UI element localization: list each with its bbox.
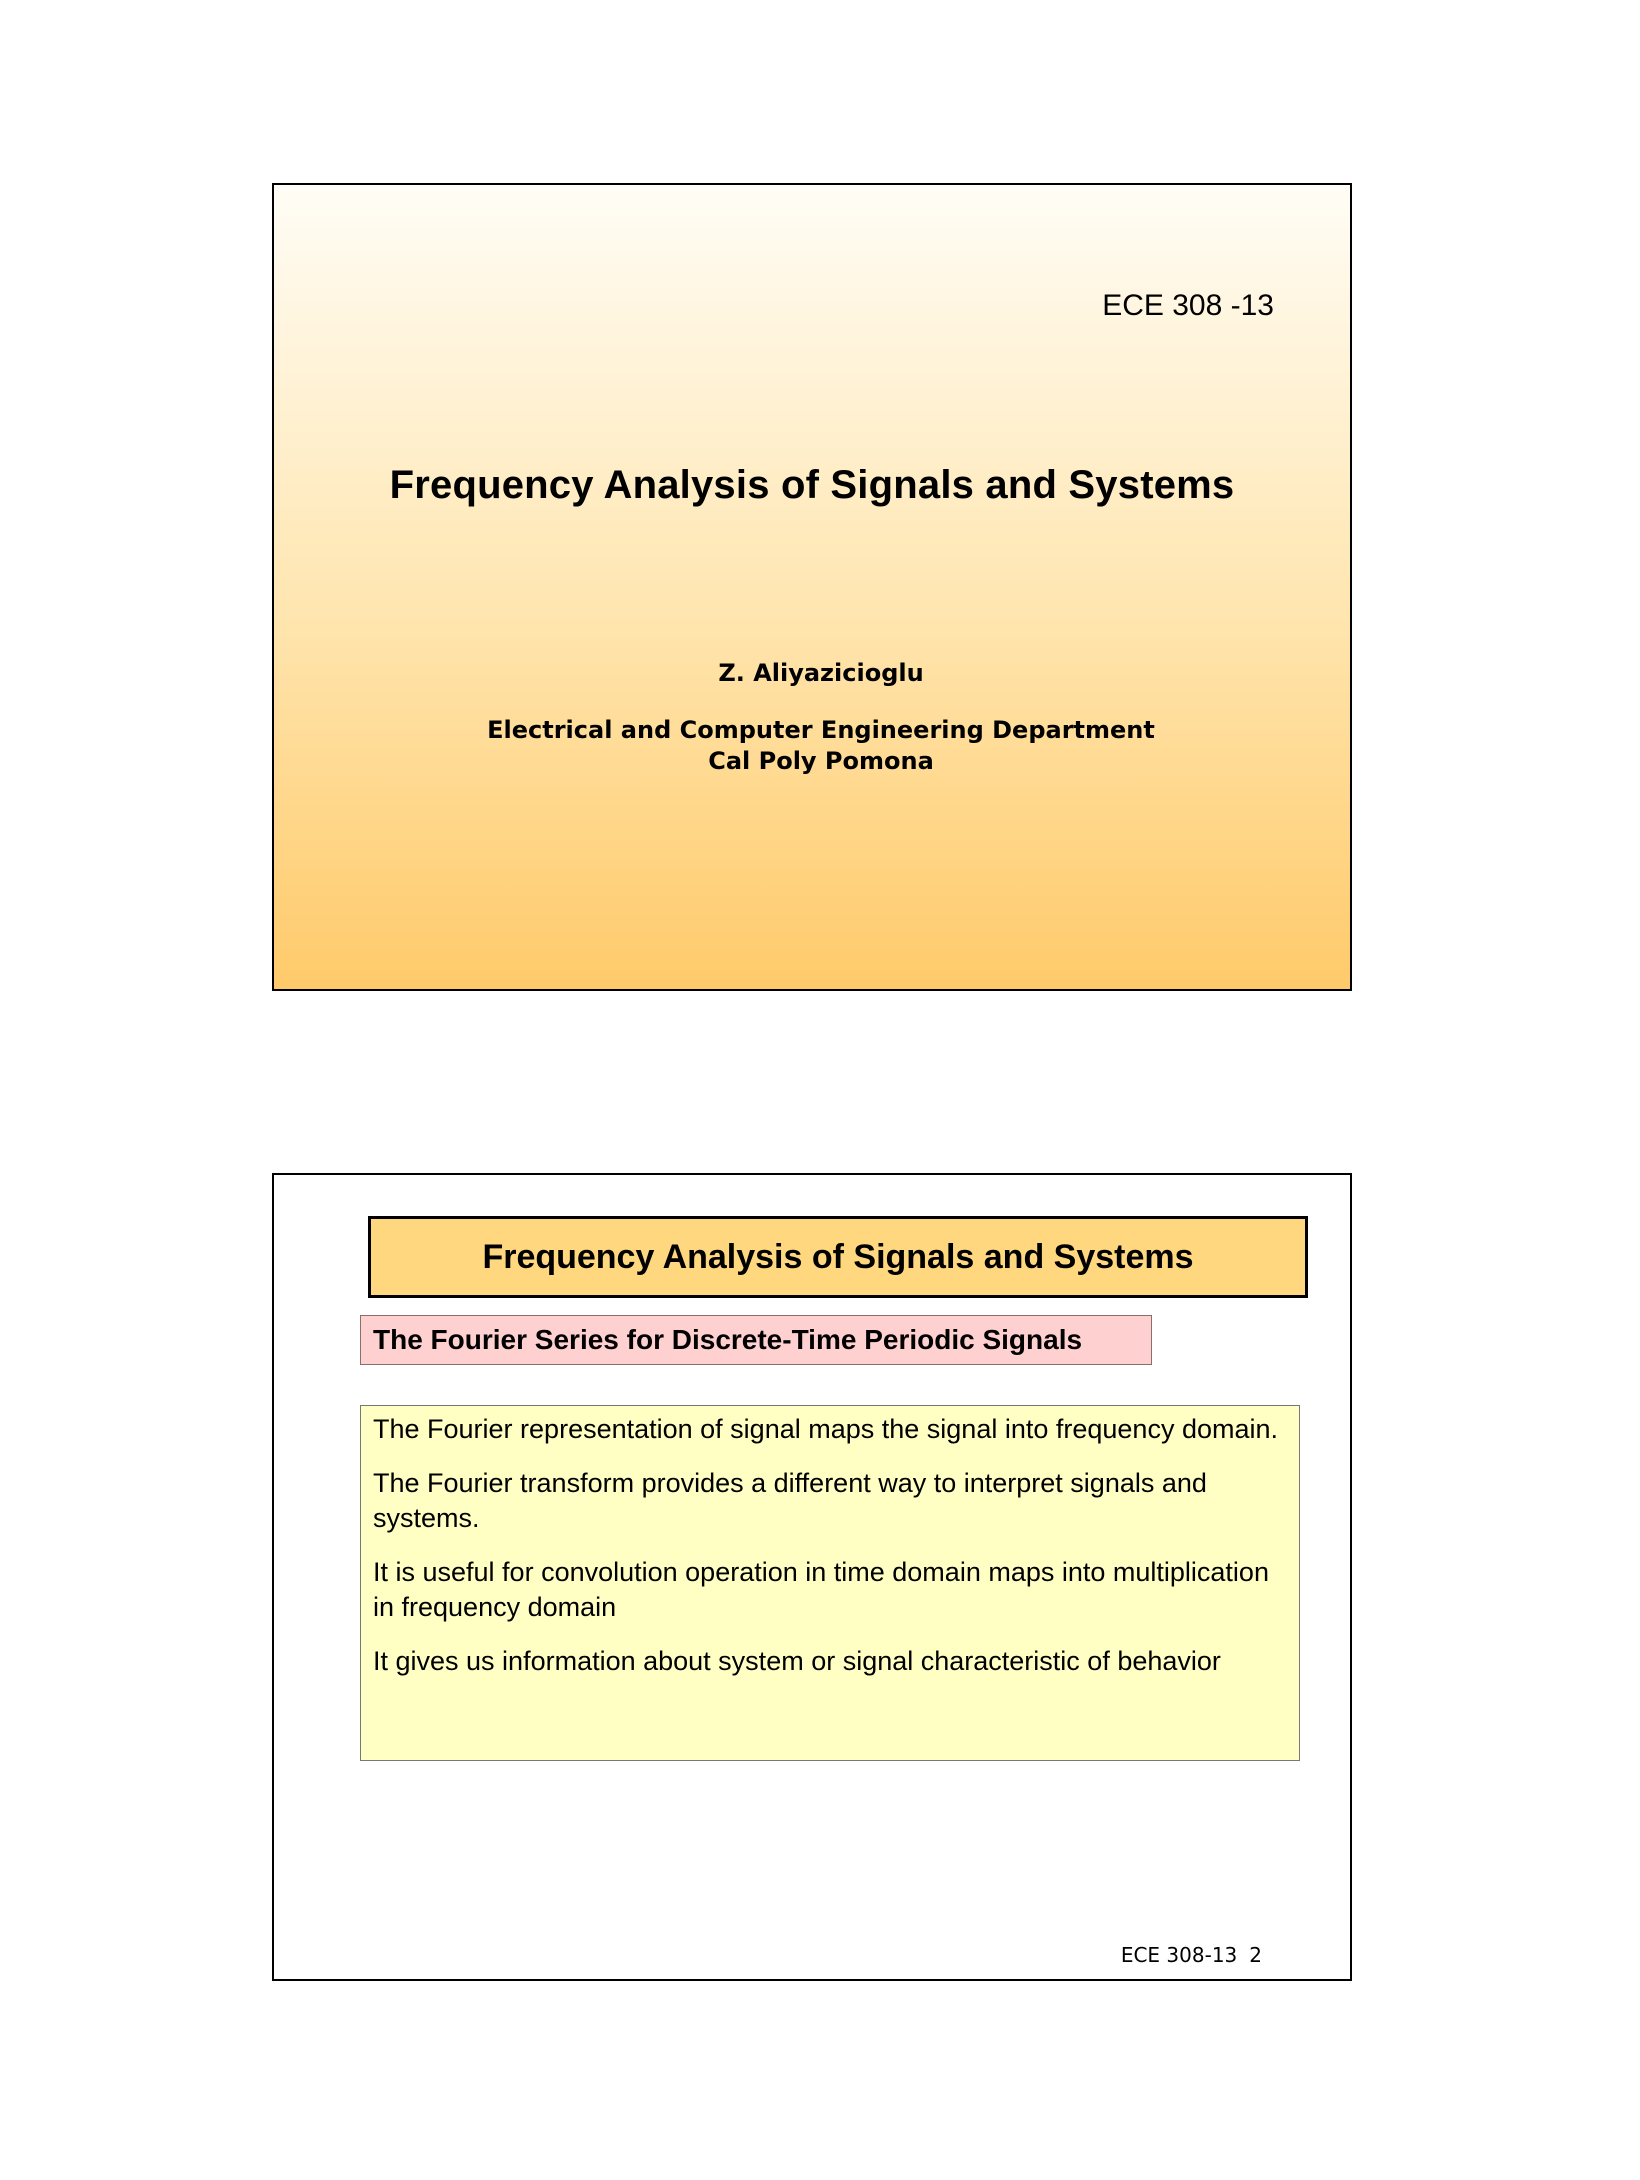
page-number: 2 <box>1249 1943 1262 1967</box>
section-heading: The Fourier Series for Discrete-Time Periodic Signals <box>373 1324 1083 1355</box>
content-paragraph: The Fourier transform provides a different way to interpret signals and systems. <box>373 1468 1207 1533</box>
affiliation <box>274 715 1350 777</box>
slide-title: Frequency Analysis of Signals and Systems <box>482 1237 1194 1276</box>
course-code: ECE 308 -13 <box>1102 289 1274 322</box>
slide-title-box <box>368 1216 1308 1298</box>
footer-course-code: ECE 308-13 <box>1120 1943 1238 1967</box>
slide-footer <box>1121 1943 1262 1967</box>
section-heading-box <box>360 1315 1152 1365</box>
author-name: Z. Aliyazicioglu <box>718 659 924 687</box>
institution: Cal Poly Pomona <box>708 747 934 775</box>
content-paragraph: It gives us information about system or signal characteristic of behavior <box>373 1646 1221 1676</box>
title-slide <box>272 183 1352 991</box>
department: Electrical and Computer Engineering Department <box>487 716 1155 744</box>
content-slide <box>272 1173 1352 1981</box>
slide-title: Frequency Analysis of Signals and Systems <box>389 463 1235 507</box>
content-box <box>360 1405 1300 1761</box>
content-paragraph: It is useful for convolution operation in time domain maps into multiplication in frequency domain <box>373 1557 1269 1622</box>
content-paragraph: The Fourier representation of signal maps the signal into frequency domain. <box>373 1414 1279 1444</box>
